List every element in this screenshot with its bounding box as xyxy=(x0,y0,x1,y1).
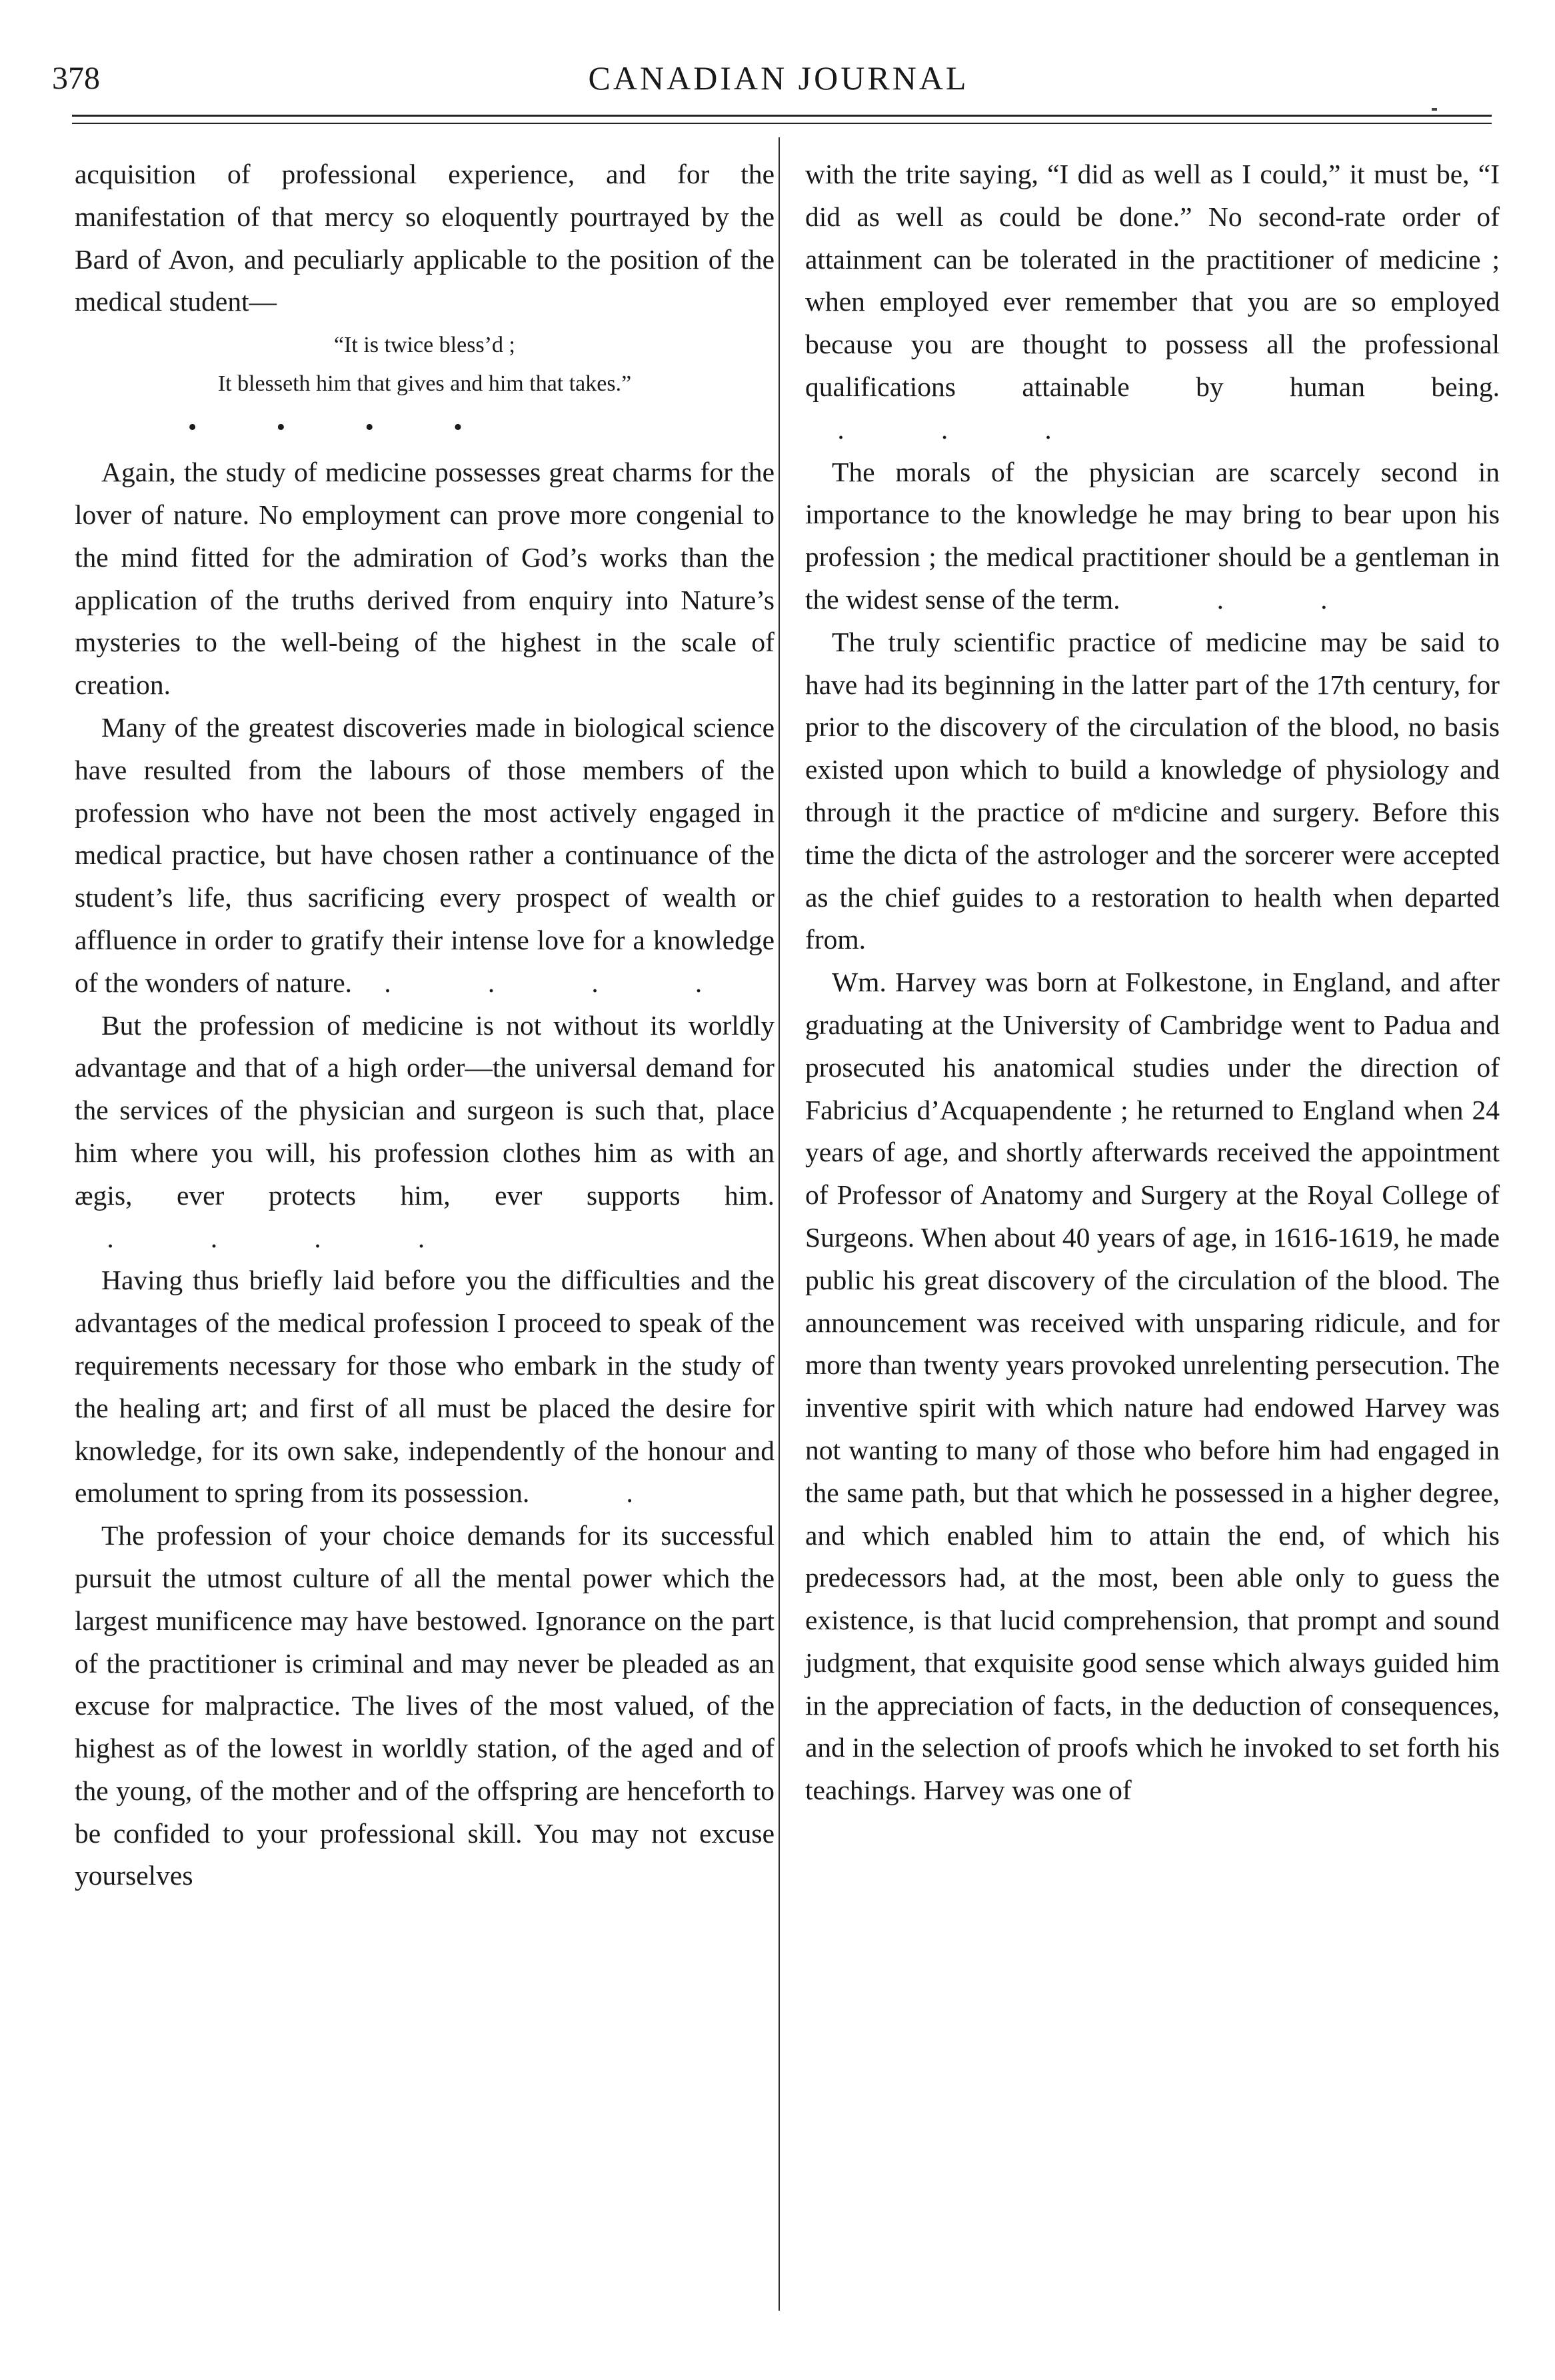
paragraph xyxy=(75,153,775,323)
ellipsis-dots: . . . . xyxy=(352,967,703,998)
page-number: 378 xyxy=(52,61,100,96)
ellipsis-dots: . . . . xyxy=(75,1222,425,1253)
ellipsis-dots: . . . xyxy=(805,413,1052,445)
verse-quote xyxy=(75,326,775,403)
header-rule xyxy=(72,115,1492,117)
verse-line: “It is twice bless’d ; xyxy=(334,333,515,358)
paragraph xyxy=(75,1005,775,1260)
paragraph-text: The truly scientific practice of medicine may be said to have had its beginning in the latter part of the 17th century, for prior to the discovery of the circulation of the blood, no basis existed upon which to build a knowledge of physiology and through it the practice of mᵉdicine and surgery. Before this time the dicta of the astrologer and the sorcerer were accepted as the chief guides to a restoration to health when departed from. xyxy=(805,626,1500,955)
paragraph xyxy=(805,961,1500,1812)
paragraph xyxy=(75,451,775,707)
paragraph xyxy=(805,451,1500,621)
paragraph-text: The profession of your choice demands for its successful pursuit the utmost culture of all the mental power which the largest munificence may have bestowed. Ignorance on the part of the practitioner is criminal and may never be pleaded as an excuse for malpractice. The lives of the most valued, of the highest as of the lowest in worldly station, of the aged and of the young, of the mother and of the offspring are henceforth to be confided to your professional skill. You may not excuse yourselves xyxy=(75,1520,775,1891)
column-divider xyxy=(778,137,780,2311)
verse-line: It blesseth him that gives and him that takes.” xyxy=(217,371,632,397)
paragraph xyxy=(75,707,775,1005)
ellipsis-dots: . . xyxy=(1120,583,1328,615)
paragraph xyxy=(75,1259,775,1515)
ellipsis-dots: . xyxy=(529,1477,633,1509)
paragraph-text: But the profession of medicine is not without its worldly advantage and that of a high order—the universal demand for the services of the physician and surgeon is such that, place him where you will, his profession clothes him as with an ægis, ever protects him, ever supports him. xyxy=(75,1009,775,1211)
paragraph-text: Having thus briefly laid before you the difficulties and the advantages of the medical profession I proceed to speak of the requirements necessary for those who embark in the study of the healing art; and first of all must be placed the desire for knowledge, for its own sake, independently of the honour and emolument to spring from its possession. xyxy=(75,1265,775,1509)
paragraph-text: with the trite saying, “I did as well as I could,” it must be, “I did as well as could be done.” No second-rate order of attainment can be tolerated in the practitioner of medicine ; when employed ever remember that you are so employed because you are thought to possess all the professional qualifications attainable by human being. xyxy=(805,159,1500,402)
paragraph xyxy=(805,153,1500,451)
paragraph-text: Again, the study of medicine possesses great charms for the lover of nature. No employment can prove more congenial to the mind fitted for the admiration of God’s works than the application of the truths derived from enquiry into Nature’s mysteries to the well-being of the highest in the scale of creation. xyxy=(75,457,775,701)
right-column xyxy=(805,153,1500,1812)
left-column xyxy=(75,153,775,1897)
header-rule-thin xyxy=(72,123,1492,124)
paragraph-text: The morals of the physician are scarcely second in importance to the knowledge he may bring to bear upon his profession ; the medical practitioner should be a gentleman in the widest sense of the term. xyxy=(805,456,1500,615)
print-mark xyxy=(1432,108,1437,111)
paragraph-text: acquisition of professional experience, and for the manifestation of that mercy so eloquently pourtrayed by the Bard of Avon, and peculiarly applicable to the position of the medical student— xyxy=(75,159,775,317)
paragraph xyxy=(75,1515,775,1897)
paragraph xyxy=(805,621,1500,961)
section-break-dots: • • • • xyxy=(188,413,463,442)
page-header xyxy=(52,55,1505,101)
paragraph-text: Many of the greatest discoveries made in biological science have resulted from the labours of those members of the profession who have not been the most actively engaged in medical practice, but have chosen rather a continuance of the student’s life, thus sacrificing every prospect of wealth or affluence in order to gratify their intense love for a knowledge of the wonders of nature. xyxy=(75,711,775,998)
running-head: CANADIAN JOURNAL xyxy=(588,59,969,97)
paragraph-text: Wm. Harvey was born at Folkestone, in England, and after graduating at the University of Cambridge went to Padua and prosecuted his anatomical studies under the direction of Fabricius d’Acquapendente ; he returned to England when 24 years of age, and shortly afterwards received the appointment of Professor of Anatomy and Surgery at the Royal College of Surgeons. When about 40 years of age, in 1616-1619, he made public his great discovery of the circulation of the blood. The announcement was received with unsparing ridicule, and for more than twenty years provoked unrelenting persecution. The inventive spirit with which nature had endowed Harvey was not wanting to many of those who before him had engaged in the same path, but that which he possessed in a higher degree, and which enabled him to attain the end, of which his predecessors had, at the most, been able only to guess the existence, is that lucid comprehension, that prompt and sound judgment, that exquisite good sense which always guided him in the appreciation of facts, in the deduction of consequences, and in the selection of proofs which he invoked to set forth his teachings. Harvey was one of xyxy=(805,967,1500,1806)
